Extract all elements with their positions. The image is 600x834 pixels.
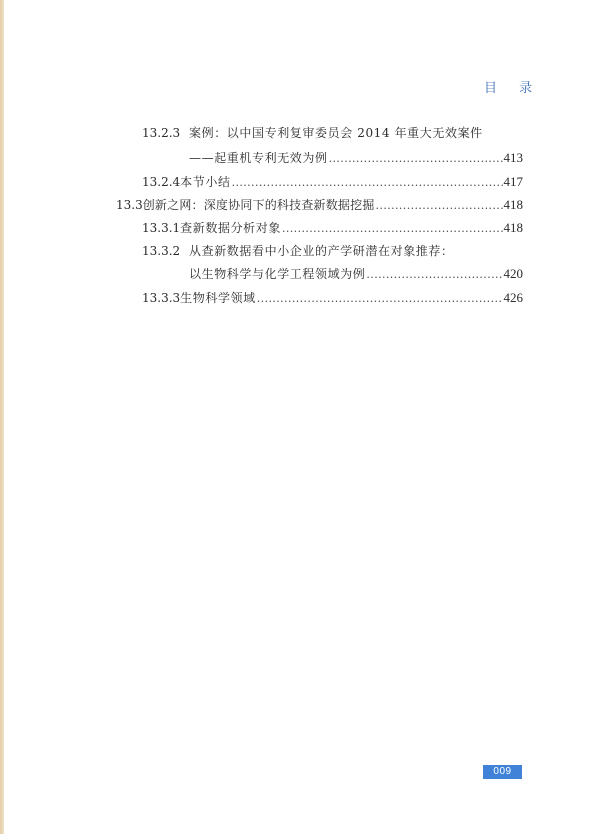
toc-entry-13-3-3[interactable] — [142, 289, 523, 307]
toc-page: 418 — [503, 220, 523, 235]
toc-page: 413 — [503, 150, 523, 165]
toc-title: 创新之网：深度协同下的科技查新数据挖掘 — [142, 198, 375, 212]
toc-title-continuation: ——起重机专利无效为例 — [189, 151, 328, 165]
toc-entry-13-3-2-cont[interactable] — [189, 265, 523, 283]
toc-number: 13.2.4 — [142, 175, 181, 189]
toc-page: 420 — [503, 266, 523, 281]
toc-number: 13.3.3 — [142, 291, 181, 305]
toc-leader-dots — [376, 197, 503, 215]
toc-entry-13-2-3[interactable] — [142, 124, 483, 142]
toc-entry-13-2-3-cont[interactable] — [189, 149, 523, 167]
toc-page: 426 — [503, 290, 523, 305]
toc-title: 案例：以中国专利复审委员会 2014 年重大无效案件 — [189, 126, 483, 140]
toc-title-continuation: 以生物科学与化学工程领域为例 — [189, 267, 366, 281]
toc-page: 417 — [503, 174, 523, 189]
toc-entry-13-2-4[interactable] — [142, 173, 523, 191]
toc-number: 13.3 — [116, 198, 143, 212]
toc-entry-13-3[interactable] — [116, 196, 523, 214]
toc-entry-13-3-2[interactable] — [142, 242, 454, 260]
toc-leader-dots — [257, 290, 503, 308]
toc-leader-dots — [329, 150, 503, 168]
toc-number: 13.3.1 — [142, 221, 181, 235]
toc-title: 查新数据分析对象 — [180, 221, 281, 235]
toc-title: 从查新数据看中小企业的产学研潜在对象推荐： — [189, 244, 454, 258]
page-number-badge: 009 — [483, 765, 522, 779]
toc-title: 生物科学领域 — [180, 291, 256, 305]
toc-leader-dots — [232, 174, 503, 192]
toc-entry-13-3-1[interactable] — [142, 219, 523, 237]
toc-leader-dots — [366, 266, 502, 284]
toc-leader-dots — [282, 220, 503, 238]
page-header-title: 目 录 — [484, 81, 542, 96]
toc-title: 本节小结 — [180, 175, 231, 189]
toc-page: 418 — [503, 197, 523, 212]
toc-number: 13.2.3 — [142, 126, 181, 140]
toc-number: 13.3.2 — [142, 244, 181, 258]
page-edge-strip — [0, 0, 4, 834]
